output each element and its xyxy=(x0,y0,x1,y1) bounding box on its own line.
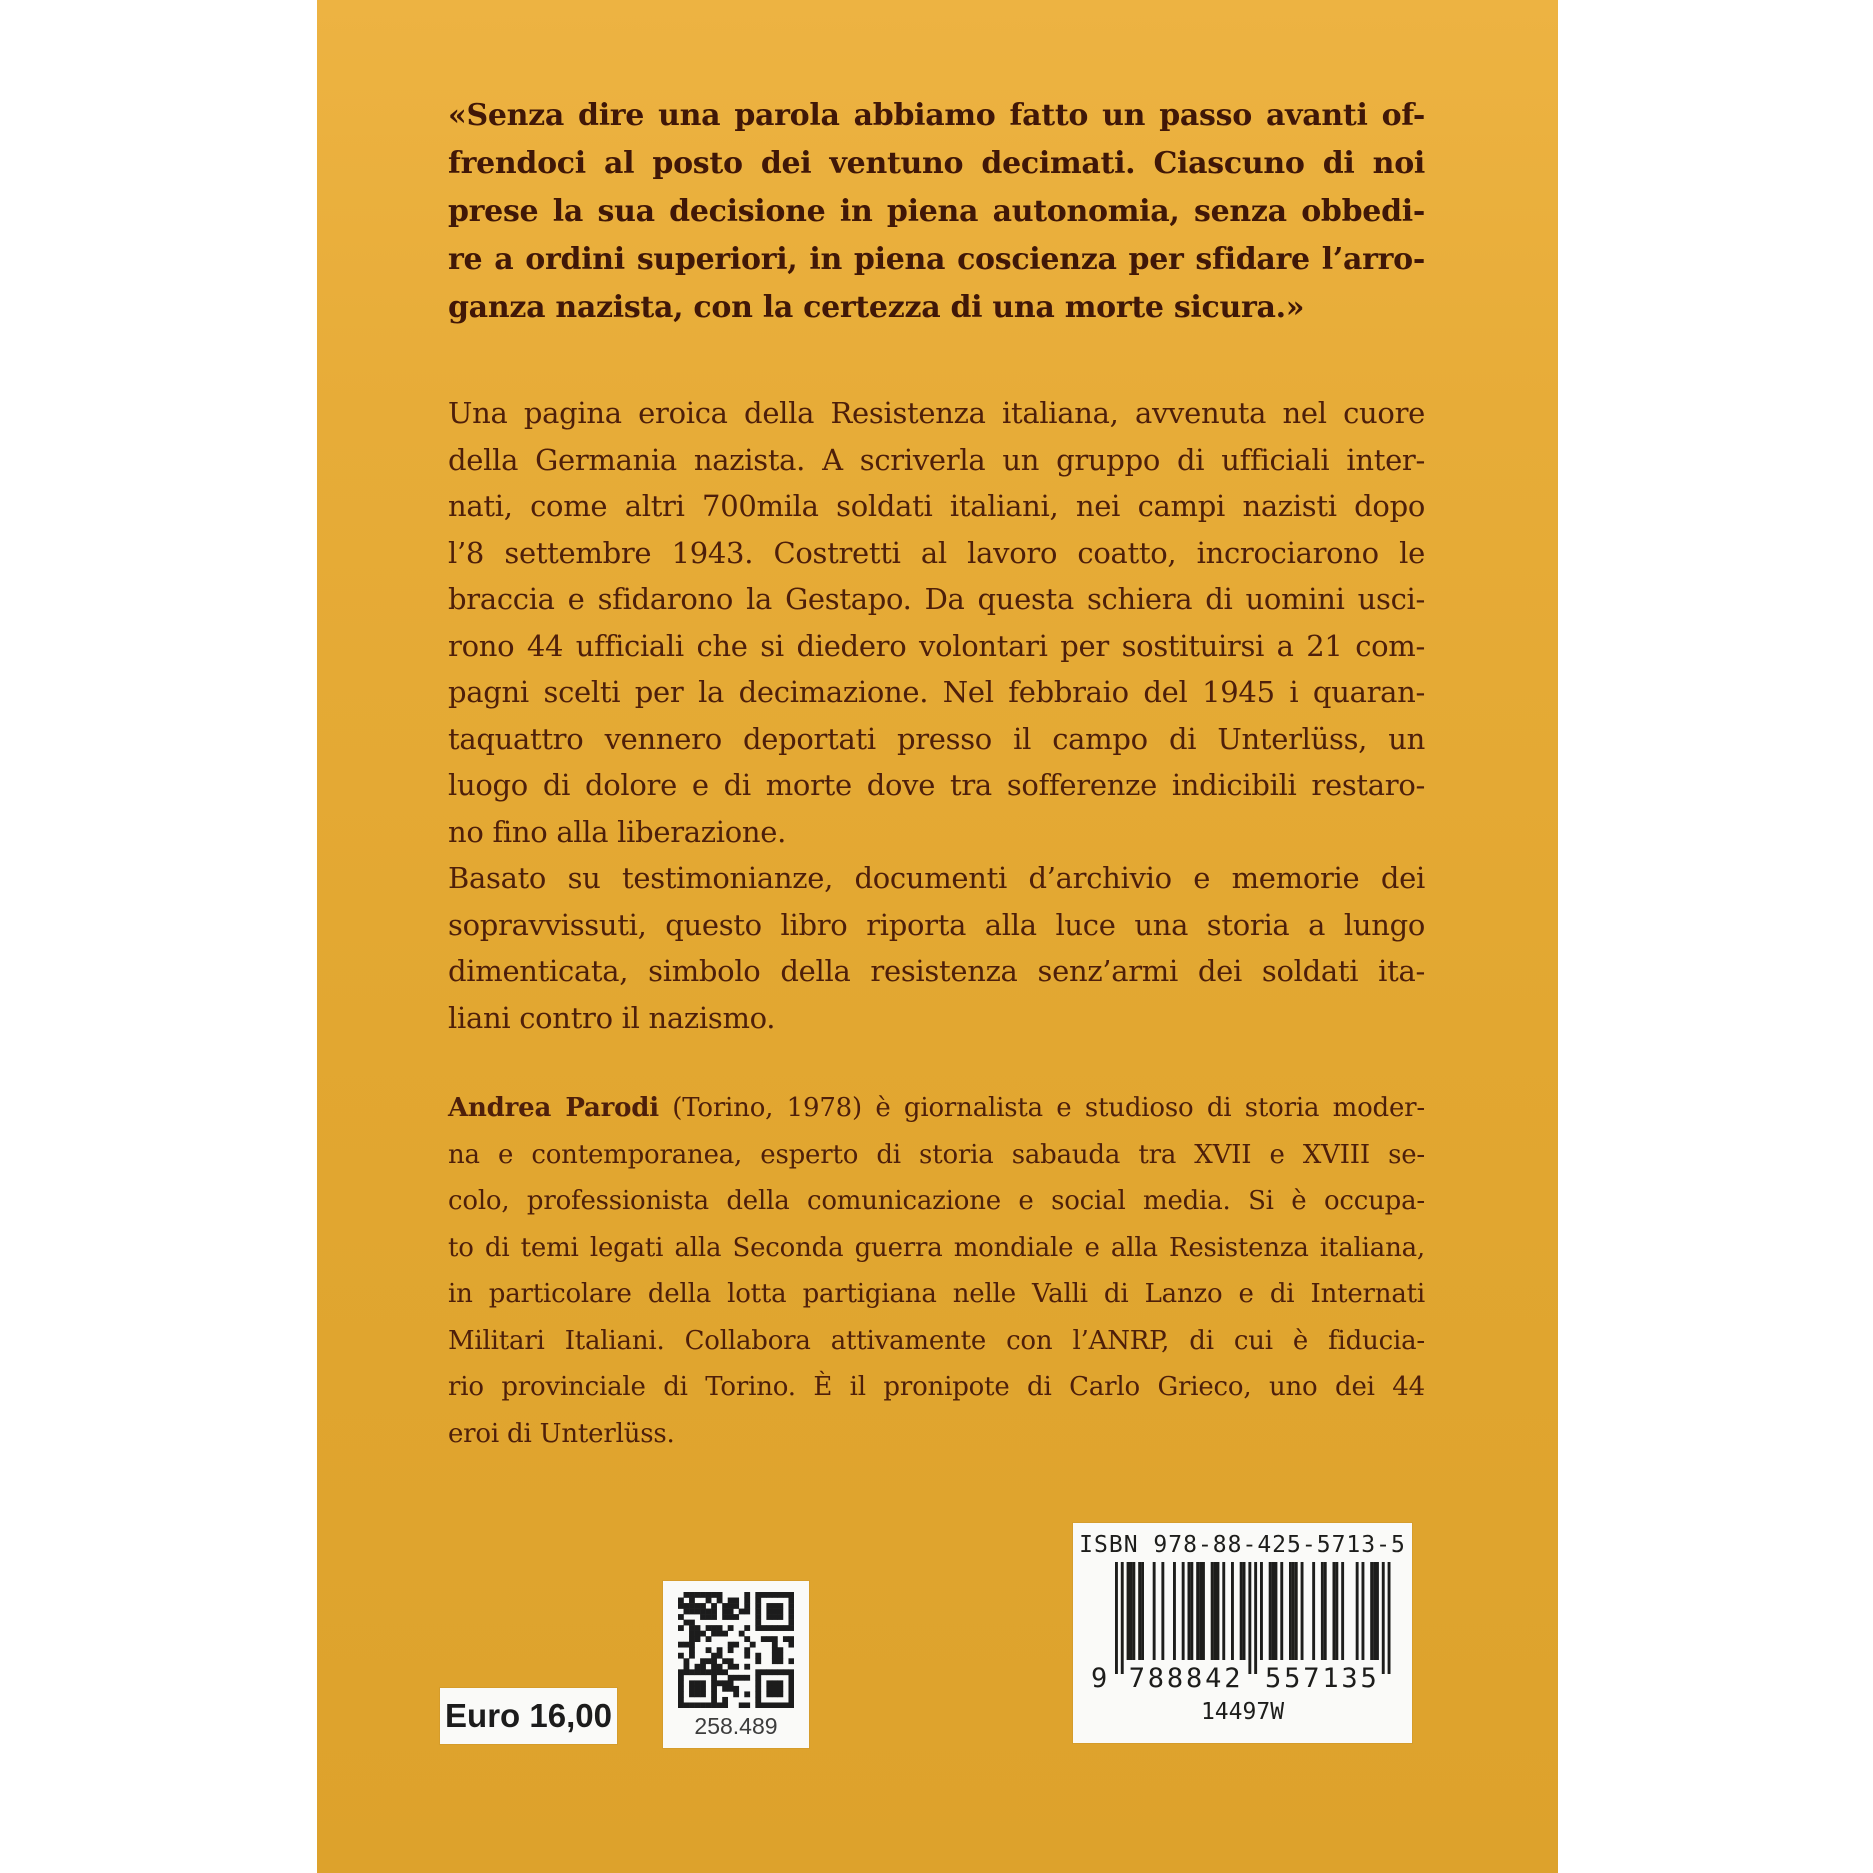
author-bio xyxy=(448,1085,1425,1457)
text-line: colo, professionista della comunicazione e social media. Si è occupa- xyxy=(448,1186,1425,1216)
text-line: eroi di Unterlüss. xyxy=(448,1418,675,1449)
text-line: re a ordini superiori, in piena coscienza per sfidare l’arro- xyxy=(448,242,1425,277)
author-name: Andrea Parodi xyxy=(448,1093,659,1123)
svg-text:9: 9 xyxy=(1090,1663,1107,1694)
text-line: braccia e sfidarono la Gestapo. Da questa schiera di uomini usci- xyxy=(448,582,1425,616)
svg-text:788842: 788842 xyxy=(1128,1663,1240,1694)
text-line: Una pagina eroica della Resistenza italiana, avvenuta nel cuore xyxy=(448,396,1425,430)
text-line: sopravvissuti, questo libro riporta alla luce una storia a lungo xyxy=(448,907,1425,942)
qr-code-icon xyxy=(678,1592,794,1708)
text-line: «Senza dire una parola abbiamo fatto un passo avanti of- xyxy=(448,98,1425,133)
text-line: Basato su testimonianze, documenti d’archivio e memorie dei xyxy=(448,861,1425,895)
price-label-box xyxy=(440,1688,617,1744)
text-line: ganza nazista, con la certezza di una morte sicura.» xyxy=(448,290,1305,325)
text-line: to di temi legati alla Seconda guerra mondiale e alla Resistenza italiana, xyxy=(448,1232,1425,1263)
text-line: in particolare della lotta partigiana nelle Valli di Lanzo e di Internati xyxy=(448,1279,1425,1309)
qr-caption: 258.489 xyxy=(694,1713,778,1739)
text-line: della Germania nazista. A scriverla un gruppo di ufficiali inter- xyxy=(448,442,1425,477)
text-line: Militari Italiani. Collabora attivamente con l’ANRP, di cui è fiducia- xyxy=(448,1325,1425,1356)
text-line: pagni scelti per la decimazione. Nel febbraio del 1945 i quaran- xyxy=(448,675,1425,709)
text-line: liani contro il nazismo. xyxy=(448,1000,776,1035)
text-line: dimenticata, simbolo della resistenza senz’armi dei soldati ita- xyxy=(448,954,1425,988)
text-line: no fino alla liberazione. xyxy=(448,814,787,849)
text-line: prese la sua decisione in piena autonomia, senza obbedi- xyxy=(448,194,1425,229)
quote-paragraph xyxy=(448,92,1425,332)
text-line: luogo di dolore e di morte dove tra sofferenze indicibili restaro- xyxy=(448,768,1425,802)
qr-label-box xyxy=(663,1581,809,1748)
text-line: nati, come altri 700mila soldati italiani, nei campi nazisti dopo xyxy=(448,489,1425,523)
text-line: Andrea Parodi (Torino, 1978) è giornalista e studioso di storia moder- xyxy=(448,1093,1425,1123)
text-line: taquattro vennero deportati presso il campo di Unterlüss, un xyxy=(448,721,1425,756)
description-text xyxy=(448,390,1425,1041)
barcode-box xyxy=(1073,1523,1412,1743)
book-back-cover xyxy=(317,0,1558,1873)
svg-text:557135: 557135 xyxy=(1264,1663,1377,1694)
text-line: na e contemporanea, esperto di storia sabauda tra XVII e XVIII se- xyxy=(448,1139,1425,1170)
text-line: frendoci al posto dei ventuno decimati. Ciascuno di noi xyxy=(448,146,1425,181)
barcode-print-code: 14497W xyxy=(1200,1699,1285,1725)
text-line: rio provinciale di Torino. È il pronipote di Carlo Grieco, uno dei 44 xyxy=(448,1372,1425,1402)
ean-barcode-icon xyxy=(1089,1562,1397,1698)
text-line: l’8 settembre 1943. Costretti al lavoro coatto, incrociarono le xyxy=(448,535,1425,570)
price-label: Euro 16,00 xyxy=(445,1697,612,1734)
isbn-label: ISBN 978-88-425-5713-5 xyxy=(1079,1532,1406,1558)
text-line: rono 44 ufficiali che si diedero volontari per sostituirsi a 21 com- xyxy=(448,628,1425,663)
